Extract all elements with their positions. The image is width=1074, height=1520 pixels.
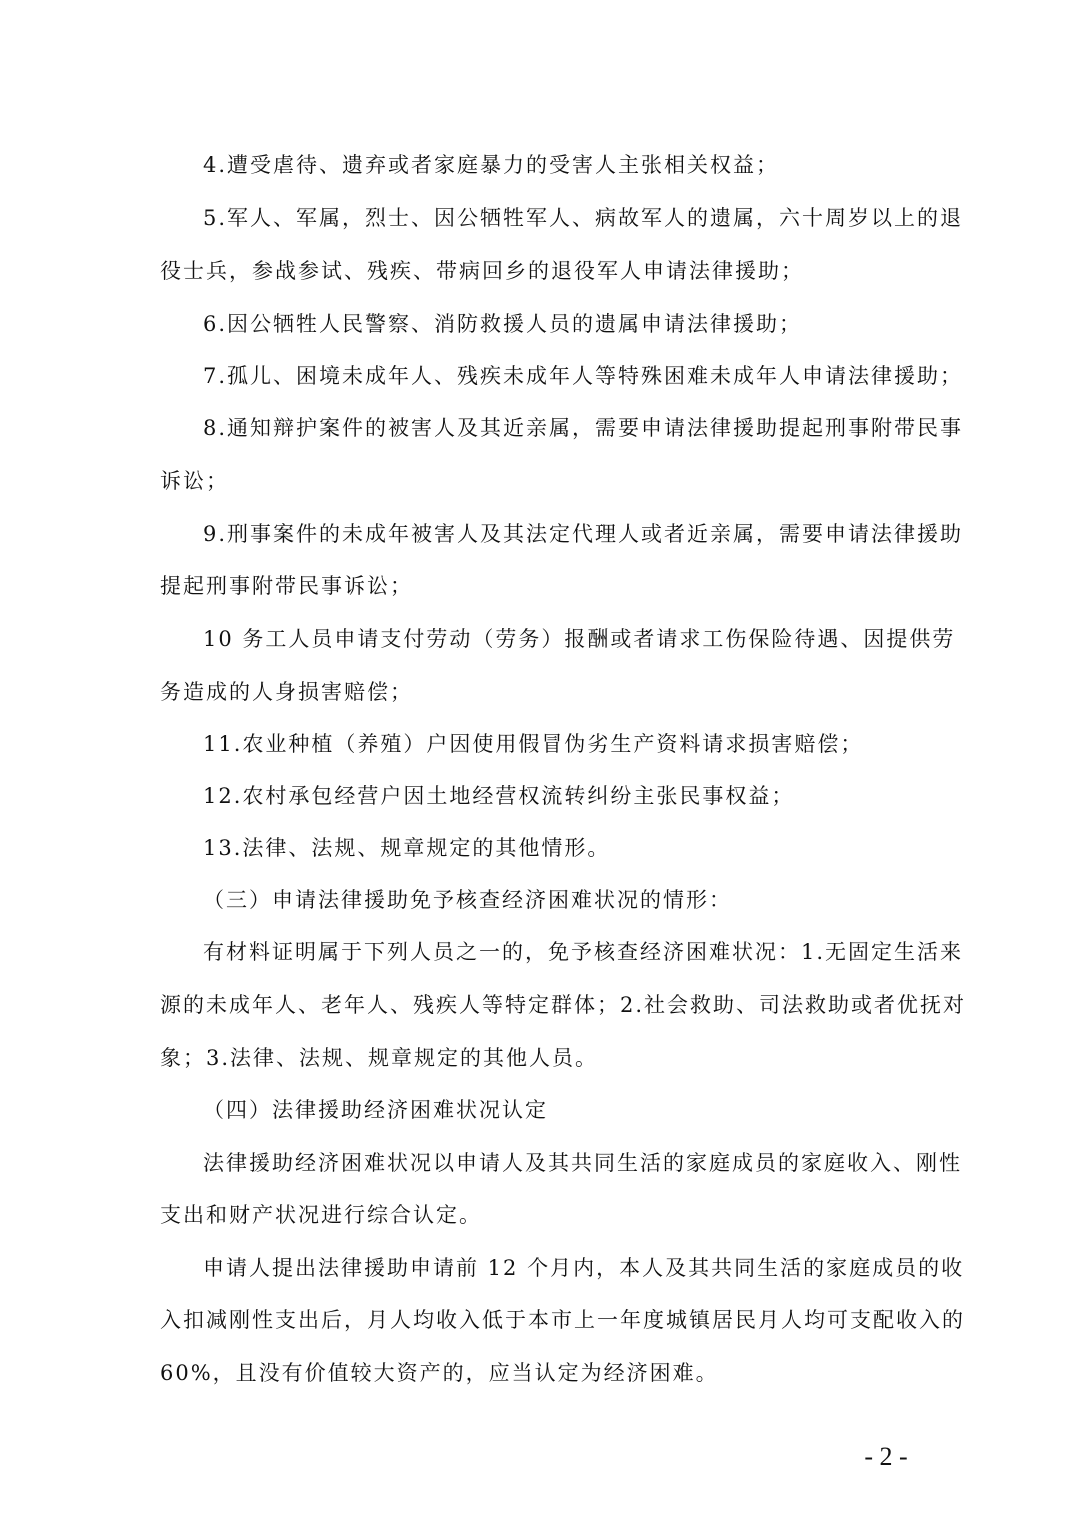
text-line: 12.农村承包经营户因土地经营权流转纠纷主张民事权益； — [203, 784, 795, 808]
text-line: 10 务工人员申请支付劳动（劳务）报酬或者请求工伤保险待遇、因提供劳 — [203, 627, 956, 651]
page-number: - 2 - — [864, 1442, 908, 1471]
text-line: 诉讼； — [160, 469, 229, 493]
section-heading: （三）申请法律援助免予核查经济困难状况的情形： — [203, 888, 732, 912]
text-line: 6.因公牺牲人民警察、消防救援人员的遗属申请法律援助； — [203, 312, 803, 336]
text-line: 务造成的人身损害赔偿； — [160, 680, 413, 704]
text-line: 11.农业种植（养殖）户因使用假冒伪劣生产资料请求损害赔偿； — [203, 732, 864, 756]
text-line: 源的未成年人、老年人、残疾人等特定群体；2.社会救助、司法救助或者优抚对 — [160, 993, 967, 1017]
section-heading: （四）法律援助经济困难状况认定 — [203, 1098, 548, 1122]
text-line: 申请人提出法律援助申请前 12 个月内，本人及其共同生活的家庭成员的收 — [203, 1256, 965, 1280]
text-line: 有材料证明属于下列人员之一的，免予核查经济困难状况：1.无固定生活来 — [203, 940, 964, 964]
text-line: 9.刑事案件的未成年被害人及其法定代理人或者近亲属，需要申请法律援助 — [203, 522, 964, 546]
text-line: 8.通知辩护案件的被害人及其近亲属，需要申请法律援助提起刑事附带民事 — [203, 416, 964, 440]
text-line: 入扣减刚性支出后，月人均收入低于本市上一年度城镇居民月人均可支配收入的 — [160, 1308, 965, 1332]
text-line: 支出和财产状况进行综合认定。 — [160, 1203, 482, 1227]
text-line: 60%，且没有价值较大资产的，应当认定为经济困难。 — [160, 1361, 719, 1385]
text-line: 法律援助经济困难状况以申请人及其共同生活的家庭成员的家庭收入、刚性 — [203, 1151, 962, 1175]
text-line: 7.孤儿、困境未成年人、残疾未成年人等特殊困难未成年人申请法律援助； — [203, 364, 964, 388]
text-line: 提起刑事附带民事诉讼； — [160, 574, 413, 598]
text-line: 象；3.法律、法规、规章规定的其他人员。 — [160, 1046, 599, 1070]
text-line: 5.军人、军属，烈士、因公牺牲军人、病故军人的遗属，六十周岁以上的退 — [203, 206, 964, 230]
text-line: 13.法律、法规、规章规定的其他情形。 — [203, 836, 611, 860]
text-line: 4.遭受虐待、遗弃或者家庭暴力的受害人主张相关权益； — [203, 153, 780, 177]
text-line: 役士兵，参战参试、残疾、带病回乡的退役军人申请法律援助； — [160, 259, 804, 283]
